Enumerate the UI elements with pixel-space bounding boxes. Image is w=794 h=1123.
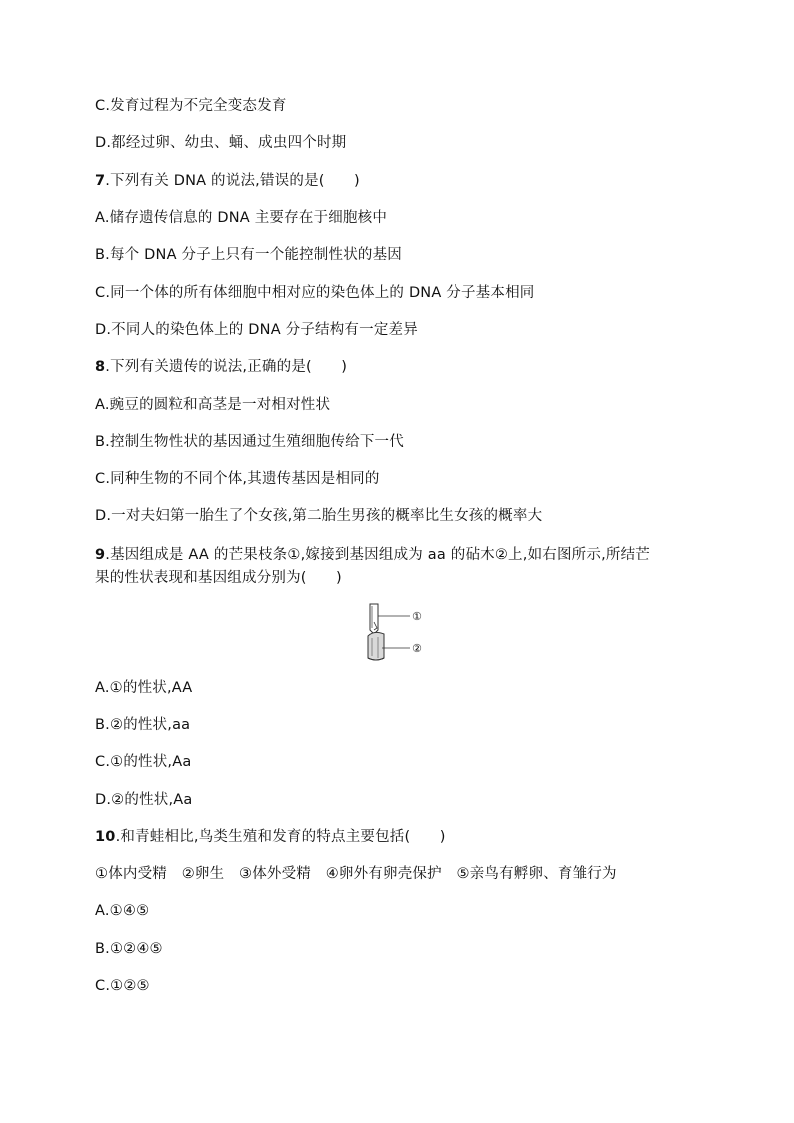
q9-option-c: C.①的性状,Aa (95, 754, 192, 770)
q10-option-b: B.①②④⑤ (95, 941, 163, 957)
q9-option-a: A.①的性状,AA (95, 680, 193, 696)
q10-option-a: A.①④⑤ (95, 903, 150, 919)
grafting-diagram (360, 600, 440, 664)
q9-stem-line2: 果的性状表现和基因组成分别为( ) (95, 570, 342, 586)
q10-stem: 10.和青蛙相比,鸟类生殖和发育的特点主要包括( ) (95, 829, 446, 845)
q6-option-c: C.发育过程为不完全变态发育 (95, 98, 287, 114)
q8-stem: 8.下列有关遗传的说法,正确的是( ) (95, 359, 348, 375)
q8-option-c: C.同种生物的不同个体,其遗传基因是相同的 (95, 471, 380, 487)
label-scion: ① (412, 610, 422, 623)
q7-option-a: A.储存遗传信息的 DNA 主要存在于细胞核中 (95, 210, 388, 226)
q8-option-d: D.一对夫妇第一胎生了个女孩,第二胎生男孩的概率比生女孩的概率大 (95, 508, 543, 524)
q7-option-c: C.同一个体的所有体细胞中相对应的染色体上的 DNA 分子基本相同 (95, 285, 535, 301)
q6-option-d: D.都经过卵、幼虫、蛹、成虫四个时期 (95, 135, 347, 151)
q10-statements: ①体内受精 ②卵生 ③体外受精 ④卵外有卵壳保护 ⑤亲鸟有孵卵、育雏行为 (95, 866, 617, 882)
q9-option-d: D.②的性状,Aa (95, 792, 193, 808)
grafting-illustration (360, 600, 440, 664)
q7-option-b: B.每个 DNA 分子上只有一个能控制性状的基因 (95, 247, 403, 263)
q8-option-b: B.控制生物性状的基因通过生殖细胞传给下一代 (95, 434, 404, 450)
label-rootstock: ② (412, 642, 422, 655)
q7-stem: 7.下列有关 DNA 的说法,错误的是( ) (95, 173, 360, 189)
q10-option-c: C.①②⑤ (95, 978, 150, 994)
q8-option-a: A.豌豆的圆粒和高茎是一对相对性状 (95, 397, 331, 413)
q9-stem-line1: 9.基因组成是 AA 的芒果枝条①,嫁接到基因组成为 aa 的砧木②上,如右图所示,所结芒 (95, 547, 650, 563)
q9-option-b: B.②的性状,aa (95, 717, 191, 733)
q7-option-d: D.不同人的染色体上的 DNA 分子结构有一定差异 (95, 322, 418, 338)
